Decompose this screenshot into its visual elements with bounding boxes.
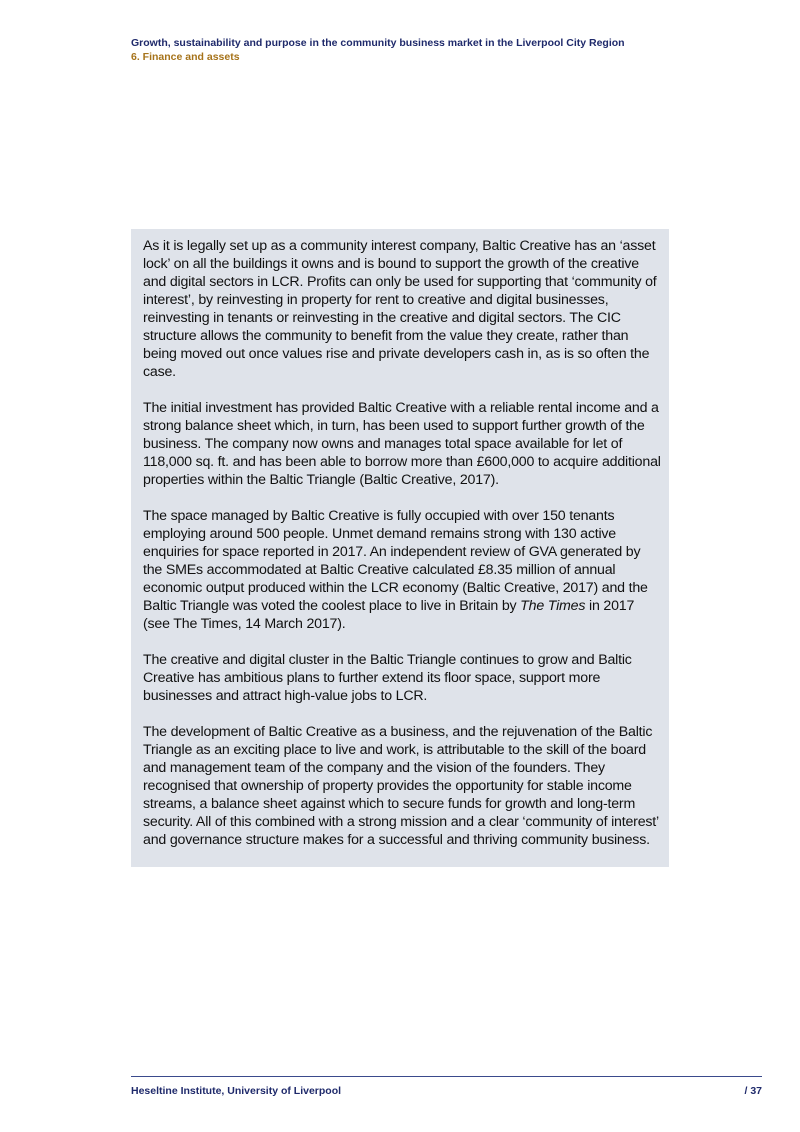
section-title: 6. Finance and assets [131,51,240,63]
publication-name: The Times [520,598,586,614]
paragraph-3 [143,507,661,633]
paragraph-3-text-b: in 2017 (see The Times, 14 March 2017). [143,598,635,632]
footer-divider [131,1076,762,1077]
running-header [131,36,625,64]
paragraph-1: As it is legally set up as a community interest company, Baltic Creative has an ‘asset lock’ on all the buildings it owns and is bound to support the growth of the creative and digital sectors in LCR. Profits can only be used for supporting that ‘community of interest’, by reinvesting in property for rent to creative and digital businesses, reinvesting in tenants or reinvesting in the creative and digital sectors. The CIC structure allows the community to benefit from the value they create, rather than being moved out once values rise and private developers cash in, as is so often the case. [143,238,657,380]
paragraph-2: The initial investment has provided Baltic Creative with a reliable rental income and a strong balance sheet which, in turn, has been used to support further growth of the business. The company now owns and manages total space available for let of 118,000 sq. ft. and has been able to borrow more than £600,000 to acquire additional properties within the Baltic Triangle (Baltic Creative, 2017). [143,400,661,488]
document-title: Growth, sustainability and purpose in the community business market in the Liverpool City Region [131,37,625,49]
footer-institution: Heseltine Institute, University of Liverpool [131,1085,342,1097]
paragraph-4: The creative and digital cluster in the Baltic Triangle continues to grow and Baltic Creative has ambitious plans to further extend its floor space, support more businesses and attract high-value jobs to LCR. [143,652,632,704]
paragraph-3-text-a: The space managed by Baltic Creative is fully occupied with over 150 tenants employing around 500 people. Unmet demand remains strong with 130 active enquiries for space reported in 2017. An independent review of GVA generated by the SMEs accommodated at Baltic Creative calculated £8.35 million of annual economic output produced within the LCR economy (Baltic Creative, 2017) and the Baltic Triangle was voted the coolest place to live in Britain by [143,508,648,614]
case-study-box [131,229,669,867]
page-number: / 37 [744,1085,762,1097]
paragraph-5: The development of Baltic Creative as a business, and the rejuvenation of the Baltic Triangle as an exciting place to live and work, is attributable to the skill of the board and management team of the company and the vision of the founders. They recognised that ownership of property provides the opportunity for stable income streams, a balance sheet against which to secure funds for growth and long-term security. All of this combined with a strong mission and a clear ‘community of interest’ and governance structure makes for a successful and thriving community business. [143,724,659,848]
